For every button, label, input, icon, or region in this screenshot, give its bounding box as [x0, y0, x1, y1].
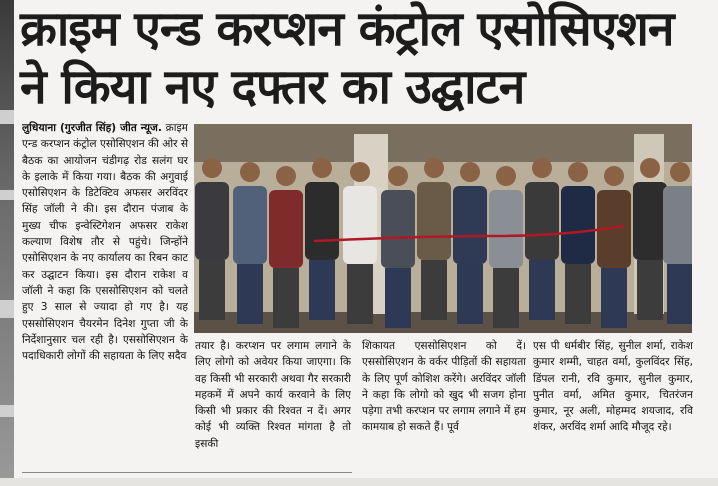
news-photo [194, 124, 692, 333]
photo-ceiling [194, 124, 692, 162]
person-torso [663, 186, 692, 264]
person-legs [199, 260, 225, 320]
person-legs [493, 268, 519, 328]
person-legs [529, 260, 555, 320]
person-legs [637, 260, 663, 320]
person-torso [269, 190, 303, 268]
person-head [670, 162, 690, 182]
person-head [640, 158, 660, 178]
article-column-4: एस पी धर्मबीर सिंह, सुनील शर्मा, राकेश कुमार शम्मी, चाहत वर्मा, कुलविंदर सिंह, डिंपल रानी, रवि कुमार, सुनील कुमार, पुनीत वर्मा, अमित कुमार, चितरंजन कुमार, नूर अली, मोहम्मद शयजाद, रवि शंकर, अरविंद शर्मा आदि मौजूद रहे। [533, 340, 693, 434]
person-torso [233, 186, 267, 264]
person-head [604, 166, 624, 186]
person-head [350, 162, 370, 182]
person-torso [417, 182, 451, 260]
person-legs [273, 268, 299, 328]
article-column-2: तयार है। करप्शन पर लगाम लगाने के लिए लोगो को अवेयर किया जाएगा। कि वह किसी भी सरकारी अथवा गैर सरकारी महकमें में अपने कार्य करवाने के लिए किसी भी प्रकार की रिश्वत न दें। अगर कोई भी व्यक्ति रिश्वत मांगता है तो इसकी [195, 340, 351, 450]
person-legs [385, 268, 411, 328]
headline-line-1: क्राइम एन्ड करप्शन कंट्रोल एसोसिएशन [20, 1, 674, 57]
person-torso [633, 182, 667, 260]
person-head [568, 162, 588, 182]
page-edge [0, 478, 718, 486]
bottom-divider [22, 472, 352, 473]
person-torso [525, 182, 559, 260]
person-head [276, 166, 296, 186]
person-head [388, 166, 408, 186]
person-head [424, 158, 444, 178]
person-torso [561, 186, 595, 264]
person-head [532, 158, 552, 178]
article-column-1-text: क्राइम एन्ड करप्शन कंट्रोल एसोसिएशन की ओर से बैठक का आयोजन चंडीगढ़ रोड सलंग घर के इलाके में किया गया। बैठक की अगुवाई एसोसिएशन के डिटेक्टिव अफसर अरविंदर सिंह जॉली ने की। इस दौरान पंजाब के मुख्य चीफ इन्वेस्टिगेशन अफसर राकेश कल्याण विशेष तौर से पहुंचे। जिन्होंने एसोसिएशन के नए कार्यालय का रिबन काट कर उद्घाटन किया। इस दौरान राकेश व जॉली ने कहा कि एससोसिएशन को चलते हुए 3 साल से ज्यादा हो गए है। यह एससोसिएशन चैयरमेन दिनेश गुप्ता जी के निर्देशानुसार चल रही है। एससोसिएशन के पदाधिकारी लोगों की सहायता के लिए सदैव [22, 122, 188, 363]
photo-illustration [194, 124, 692, 333]
person-legs [309, 260, 335, 320]
person-torso [453, 186, 487, 264]
article-column-1 [22, 120, 188, 460]
headline-line-2: ने किया नए दफ्तर का उद्घाटन [20, 59, 525, 115]
person-head [312, 158, 332, 178]
person-legs [565, 264, 591, 324]
dateline: लुधियाना (गुरजीत सिंह) जीत न्यूज. [22, 122, 162, 134]
person-legs [457, 264, 483, 324]
person-head [202, 158, 222, 178]
article-column-3: शिकायत एससोसिएशन को दें। एससोसिएशन के वर्कर पीड़ितों की सहायता के लिए पूर्ण कोशिश करेंगे। अरविंदर जॉली ने कहा कि लोगो को खुद भी सजग होना पड़ेगा तभी करप्शन पर लगाम लगाने में हम कामयाब हो सकते हैं। पूर्व [362, 340, 526, 434]
adjacent-page-strip [0, 0, 14, 486]
person-torso [489, 190, 523, 268]
person-legs [601, 268, 627, 328]
person-legs [347, 264, 373, 324]
person-legs [667, 264, 692, 324]
person-legs [421, 260, 447, 320]
person-torso [305, 182, 339, 260]
person-legs [237, 264, 263, 324]
person-head [240, 162, 260, 182]
person-torso [381, 190, 415, 268]
person-torso [195, 182, 229, 260]
person-torso [343, 186, 377, 264]
person-head [460, 162, 480, 182]
person-head [496, 166, 516, 186]
